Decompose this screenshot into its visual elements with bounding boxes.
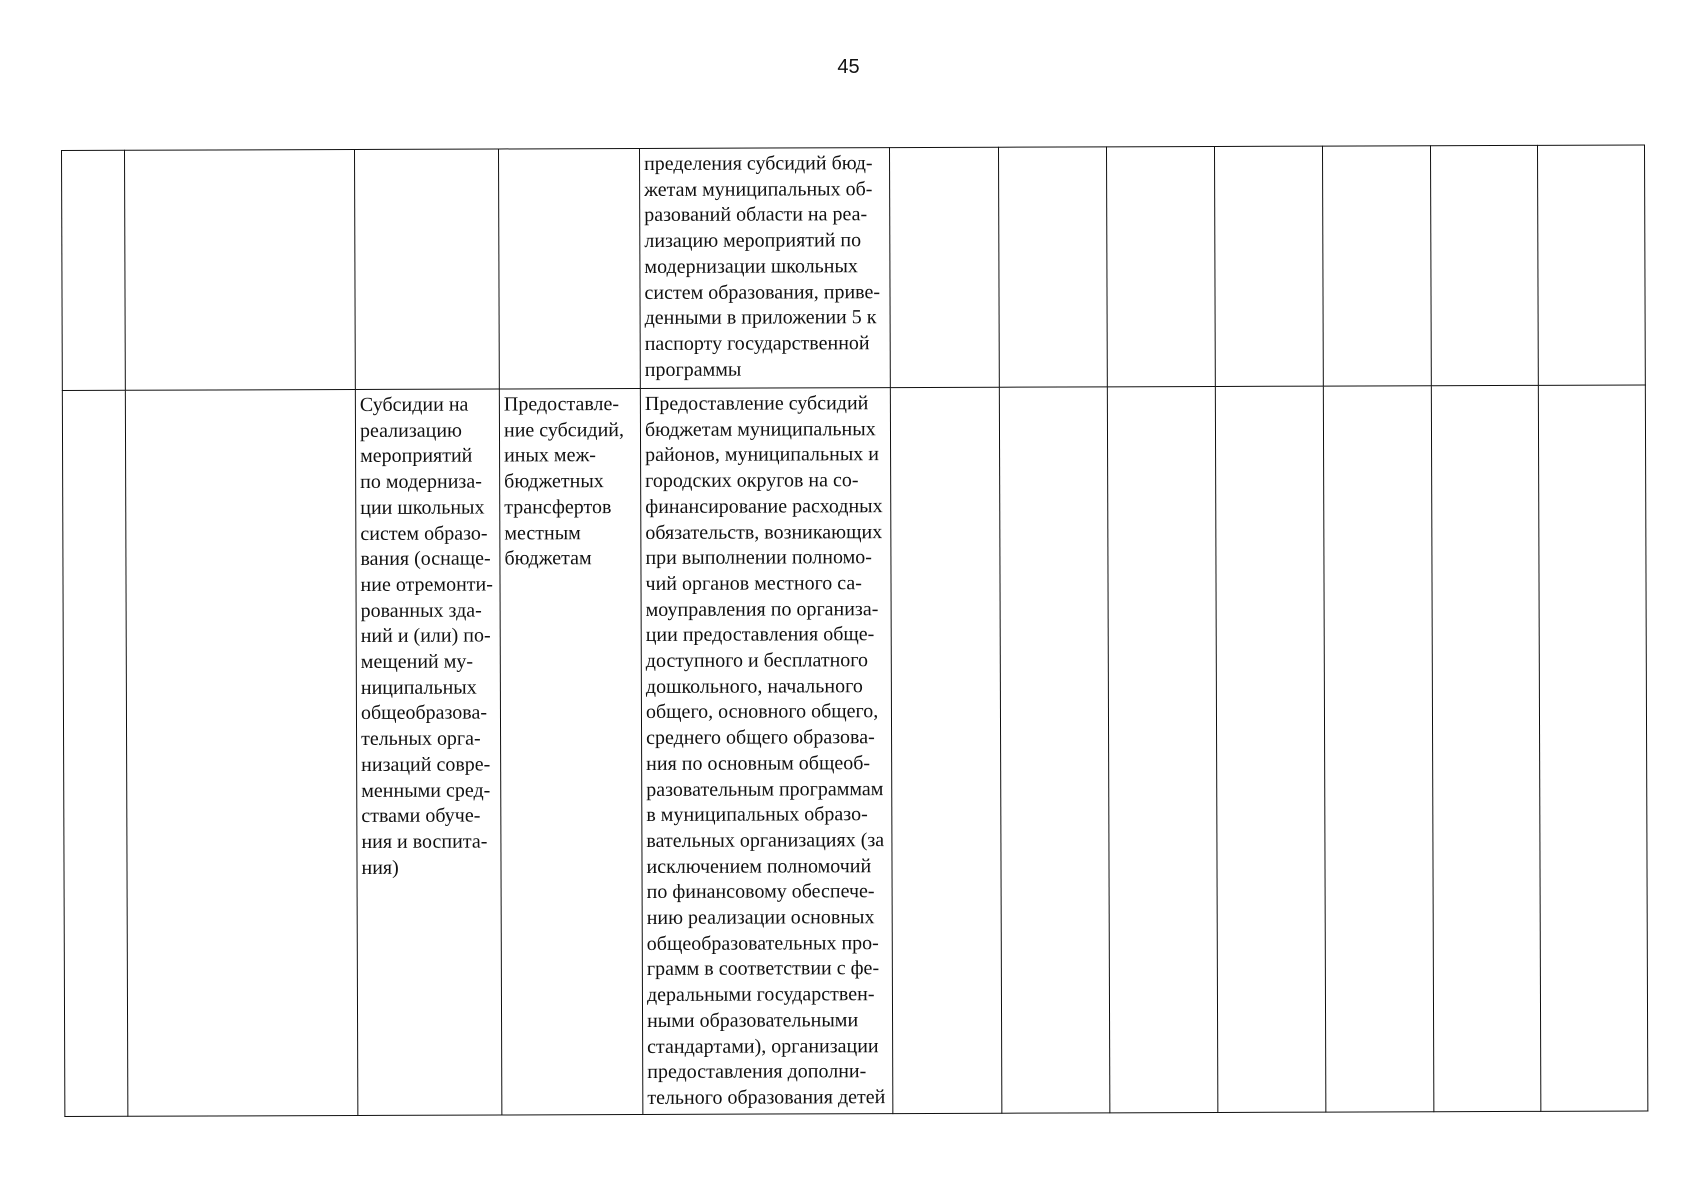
- text-line: ции школьных: [360, 496, 485, 519]
- text-line: менными сред-: [361, 779, 491, 802]
- text-line: мероприятий: [360, 444, 473, 468]
- text-line: ными образовательными: [647, 1009, 859, 1032]
- text-line: тельных орга-: [361, 727, 481, 751]
- subsidy-purpose-text: [645, 391, 890, 1112]
- text-line: Предоставление субсидий: [644, 392, 869, 415]
- table-cell: [889, 147, 999, 387]
- text-line: ния): [361, 856, 399, 879]
- text-line: бюджетных: [504, 470, 604, 493]
- text-line: вательных организациях (за: [646, 829, 885, 852]
- table-cell: [1537, 145, 1645, 385]
- subsidy-name-cell: [355, 389, 502, 1115]
- text-line: чий органов местного са-: [645, 572, 862, 595]
- text-line: общеобразова-: [360, 701, 488, 725]
- text-line: вания (оснаще-: [360, 547, 491, 571]
- text-line: ние отремонти-: [360, 573, 493, 596]
- text-line: мещений му-: [360, 650, 474, 673]
- subsidy-name-text: [360, 392, 498, 881]
- text-line: по модерниза-: [360, 470, 482, 494]
- text-line: систем образования, приве-: [644, 280, 881, 304]
- table-cell: [998, 147, 1107, 387]
- table-cell: [1323, 386, 1434, 1112]
- table-cell: [62, 150, 126, 390]
- text-line: тельного образования детей: [647, 1086, 886, 1109]
- table-cell: [1106, 146, 1215, 386]
- text-line: нию реализации основных: [646, 906, 875, 930]
- text-line: Предоставле-: [503, 393, 620, 416]
- text-line: низаций совре-: [361, 753, 491, 776]
- text-line: стандартами), организации: [647, 1034, 879, 1058]
- text-line: общего, основного общего,: [645, 700, 879, 724]
- subsidy-purpose-cell: [640, 388, 893, 1115]
- text-line: разовательным программам: [646, 777, 884, 801]
- text-line: рованных зда-: [360, 599, 482, 622]
- program-table: [61, 144, 1648, 1117]
- distribution-rules-cell: [639, 148, 890, 389]
- table-cell: [62, 390, 128, 1116]
- text-line: жетам муниципальных об-: [644, 177, 873, 201]
- table-cell: [1322, 146, 1431, 386]
- text-line: Субсидии на: [359, 393, 469, 416]
- text-line: районов, муниципальных и: [645, 443, 880, 467]
- table-cell: [1538, 385, 1648, 1111]
- table-cell: [354, 149, 499, 390]
- text-line: по финансовому обеспече-: [646, 880, 875, 904]
- table-cell: [1107, 386, 1218, 1112]
- text-line: иных меж-: [504, 444, 596, 467]
- text-line: исключением полномочий: [646, 854, 872, 878]
- text-line: программы: [644, 358, 742, 381]
- text-line: при выполнении полномо-: [645, 546, 872, 570]
- text-line: предоставления дополни-: [647, 1060, 867, 1084]
- table-cell: [890, 387, 1002, 1113]
- text-line: систем образо-: [360, 522, 488, 545]
- text-line: дошкольного, начального: [645, 674, 863, 698]
- text-line: ние субсидий,: [503, 418, 625, 442]
- page-number: 45: [837, 56, 860, 78]
- text-line: деральными государствен-: [646, 983, 875, 1007]
- text-line: среднего общего образова-: [646, 726, 875, 750]
- text-line: общеобразовательных про-: [646, 931, 879, 955]
- distribution-rules-text: [644, 151, 887, 383]
- text-line: денными в приложении 5 к: [644, 306, 877, 330]
- text-line: городских округов на со-: [645, 469, 859, 493]
- text-line: разований области на реа-: [644, 203, 868, 227]
- subsidy-type-cell: [499, 388, 643, 1114]
- table-cell: [125, 149, 356, 390]
- text-line: местным: [504, 521, 581, 544]
- text-line: моуправления по организа-: [645, 597, 879, 621]
- text-line: обязательств, возникающих: [645, 520, 883, 544]
- text-line: финансирование расходных: [645, 494, 883, 518]
- table-cell: [498, 148, 640, 388]
- document-table-wrapper: [61, 144, 1647, 1114]
- text-line: ции предоставления обще-: [645, 623, 875, 647]
- table-cell: [1214, 146, 1323, 386]
- text-line: ния и воспита-: [361, 830, 488, 853]
- table-row: [62, 145, 1646, 391]
- text-line: бюджетам муниципальных: [644, 417, 876, 441]
- text-line: грамм в соответствии с фе-: [646, 957, 880, 981]
- text-line: пределения субсидий бюд-: [644, 152, 873, 175]
- text-line: лизацию мероприятий по: [644, 229, 862, 253]
- text-line: ний и (или) по-: [360, 624, 491, 648]
- table-cell: [1215, 386, 1326, 1112]
- text-line: трансфертов: [504, 495, 612, 519]
- subsidy-type-text: [504, 392, 638, 572]
- text-line: бюджетам: [504, 547, 592, 570]
- table-cell: [999, 387, 1110, 1113]
- table-cell: [1430, 145, 1538, 385]
- table-cell: [1431, 385, 1541, 1111]
- text-line: реализацию: [359, 419, 463, 442]
- text-line: доступного и бесплатного: [645, 649, 869, 672]
- table-row: [62, 385, 1648, 1117]
- text-line: паспорту государственной: [644, 332, 870, 355]
- text-line: модернизации школьных: [644, 255, 858, 278]
- text-line: в муниципальных образо-: [646, 803, 868, 827]
- table-cell: [125, 389, 358, 1116]
- text-line: ния по основным общеоб-: [646, 752, 871, 775]
- text-line: ниципальных: [360, 676, 477, 699]
- text-line: ствами обуче-: [361, 804, 481, 828]
